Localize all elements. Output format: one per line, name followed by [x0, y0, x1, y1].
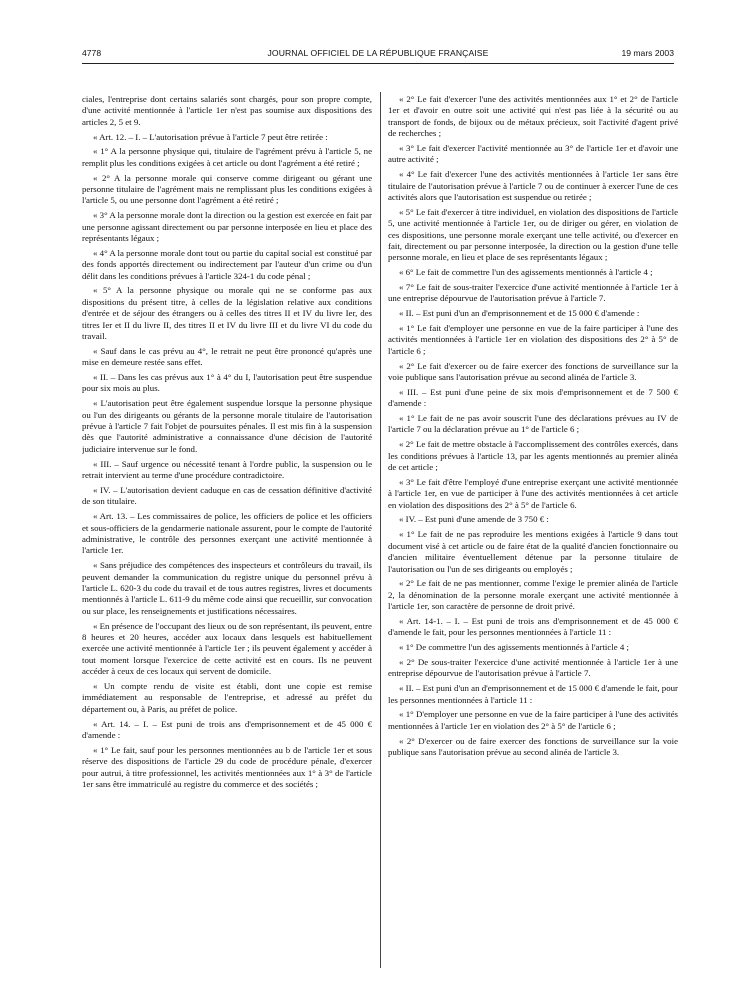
paragraph: « III. – Est puni d'une peine de six mois d'emprisonnement et de 7 500 € d'amende : — [388, 386, 678, 409]
journal-title: JOURNAL OFFICIEL DE LA RÉPUBLIQUE FRANÇAISE — [267, 48, 489, 58]
paragraph: « II. – Est puni d'un an d'emprisonnement et de 15 000 € d'amende : — [399, 308, 640, 319]
paragraph: « 4° A la personne morale dont tout ou partie du capital social est constitué par des fonds apportés directement ou indirectement par l'auteur d'un crime ou d'un délit dans les conditions prévues à l'article 324-1 du code pénal ; — [82, 247, 372, 281]
paragraph: « 3° Le fait d'être l'employé d'une entreprise exerçant une activité mentionnée à l'article 1er, en vue de participer à l'une des activités mentionnées à cet article en violation des dispositions des 2° à 5° de l'article 6. — [388, 476, 678, 510]
paragraph: « 2° De sous-traiter l'exercice d'une activité mentionnée à l'article 1er à une entreprise dépourvue de l'autorisation prévue à l'article 7. — [388, 656, 678, 679]
paragraph: « 1° A la personne physique qui, titulaire de l'agrément prévu à l'article 5, ne remplit plus les conditions exigées à cet article ou dont l'agrément a été retiré ; — [82, 146, 372, 168]
paragraph: « 4° Le fait d'exercer l'une des activités mentionnées à l'article 1er sans être titulaire de l'autorisation prévue à l'article 7 ou de continuer à exercer l'une de ces activités alors que l'autorisation est suspendue ou retirée ; — [388, 169, 678, 203]
paragraph: « 2° Le fait de ne pas mentionner, comme l'exige le premier alinéa de l'article 2, la dénomination de la personne morale exerçant une activité mentionnée à l'article 1er, son caractère de personne de droit privé. — [388, 578, 678, 612]
paragraph: « En présence de l'occupant des lieux ou de son représentant, ils peuvent, entre 8 heures et 20 heures, accéder aux locaux dans lesquels est habituellement exercée une activité mentionnée à l'article 1er ; ils peuvent également y accéder à tout moment lorsque l'exercice de cette activité est en cours. Ils ne peuvent accéder à ceux de ces locaux qui servent de domicile. — [82, 620, 372, 677]
paragraph: « 2° Le fait d'exercer ou de faire exercer des fonctions de surveillance sur la voie publique sans l'autorisation prévue au second alinéa de l'article 3. — [388, 360, 678, 383]
paragraph: « IV. – L'autorisation devient caduque en cas de cessation définitive d'activité de son titulaire. — [82, 484, 372, 507]
paragraph: « Un compte rendu de visite est établi, dont une copie est remise immédiatement au responsable de l'entreprise, et adressé au préfet du département ou, à Paris, au préfet de police. — [82, 680, 372, 714]
right-column — [388, 94, 678, 974]
paragraph: « III. – Sauf urgence ou nécessité tenant à l'ordre public, la suspension ou le retrait intervient au terme d'une procédure contradictoire. — [82, 458, 372, 481]
paragraph: « 1° Le fait, sauf pour les personnes mentionnées au b de l'article 1er et sous réserve des dispositions de l'article 29 du code de procédure pénale, d'exercer pour autrui, à titre professionnel, les activités mentionnées aux 1° à 3° de l'article 1er sans être immatriculé au registre du commerce et des sociétés ; — [82, 744, 372, 789]
header-rule — [82, 63, 674, 64]
paragraph: « 2° A la personne morale qui conserve comme dirigeant ou gérant une personne titulaire de l'agrément mais ne remplissant plus les conditions exigées à l'article 5, ou une personne dont l'agrément a été retiré ; — [82, 172, 372, 206]
paragraph: « 1° Le fait de ne pas avoir souscrit l'une des déclarations prévues au IV de l'article 7 ou la déclaration prévue au 1° de l'article 6 ; — [388, 413, 678, 435]
paragraph: ciales, l'entreprise dont certains salariés sont chargés, pour son propre compte, d'une activité mentionnée à l'article 1er n'est pas soumise aux dispositions des articles 2, 5 et 9. — [82, 94, 372, 127]
paragraph: « 1° D'employer une personne en vue de la faire participer à l'une des activités mentionnées à l'article 1er en violation des 2° à 5° de l'article 6 ; — [388, 709, 678, 731]
paragraph: « Art. 12. – I. – L'autorisation prévue à l'article 7 peut être retirée : — [93, 131, 328, 142]
paragraph: « II. – Dans les cas prévus aux 1° à 4° du I, l'autorisation peut être suspendue pour six mois au plus. — [82, 372, 372, 394]
paragraph: « 3° Le fait d'exercer l'activité mentionnée au 3° de l'article 1er et d'avoir une autre activité ; — [388, 143, 678, 165]
paragraph: « Sauf dans le cas prévu au 4°, le retrait ne peut être prononcé qu'après une mise en demeure restée sans effet. — [82, 345, 372, 368]
paragraph: « 5° Le fait d'exercer à titre individuel, en violation des dispositions de l'article 5, une activité mentionnée à l'article 1er, ou de diriger ou gérer, en violation de ces dispositions, une personne morale exerçant une telle activité, ou d'exercer en fait, directement ou par personne interposée, la direction ou la gestion d'une telle personne morale, en lieu et place de ses représentants légaux ; — [388, 206, 678, 263]
left-column — [82, 94, 372, 974]
paragraph: « 6° Le fait de commettre l'un des agissements mentionnés à l'article 4 ; — [399, 267, 653, 278]
publication-date: 19 mars 2003 — [621, 48, 674, 58]
paragraph: « 1° Le fait d'employer une personne en vue de la faire participer à l'une des activités mentionnées à l'article 1er en violation des dispositions des 2° à 5° de l'article 6 ; — [388, 323, 678, 356]
paragraph: « 2° Le fait de mettre obstacle à l'accomplissement des contrôles exercés, dans les conditions prévues à l'article 13, par les agents mentionnés au premier alinéa de cet article ; — [388, 439, 678, 473]
paragraph: « Art. 14. – I. – Est puni de trois ans d'emprisonnement et de 45 000 € d'amende : — [82, 718, 372, 740]
paragraph: « L'autorisation peut être également suspendue lorsque la personne physique ou l'un des dirigeants ou gérants de la personne morale titulaire de l'autorisation prévue à l'article 7 fait l'objet de poursuites pénales. Il est mis fin à la suspension dès que l'autorité administrative a connaissance d'une décision de l'autorité judiciaire intervenue sur le fond. — [82, 398, 372, 454]
paragraph: « II. – Est puni d'un an d'emprisonnement et de 15 000 € d'amende le fait, pour les personnes mentionnées à l'article 11 : — [388, 683, 678, 705]
paragraph: « 2° Le fait d'exercer l'une des activités mentionnées aux 1° et 2° de l'article 1er et d'avoir en outre soit une activité qui n'est pas liée à la sécurité ou au transport de fonds, de bijoux ou de métaux précieux, soit l'activité d'agent privé de recherches ; — [388, 94, 678, 139]
paragraph: « IV. – Est puni d'une amende de 3 750 € : — [399, 514, 549, 525]
paragraph: « 7° Le fait de sous-traiter l'exercice d'une activité mentionnée à l'article 1er à une entreprise dépourvue de l'autorisation prévue à l'article 7. — [388, 282, 678, 304]
page-number: 4778 — [82, 48, 102, 58]
paragraph: « 1° Le fait de ne pas reproduire les mentions exigées à l'article 9 dans tout document visé à cet article ou de faire état de la qualité d'ancien fonctionnaire ou d'ancien militaire éventuellement détenue par la personne titulaire de l'autorisation ou l'un de ses dirigeants ou employés ; — [388, 529, 678, 574]
paragraph: « 3° A la personne morale dont la direction ou la gestion est exercée en fait par une personne agissant directement ou par personne interposée en lieu et place des représentants légaux ; — [82, 210, 372, 244]
paragraph: « 2° D'exercer ou de faire exercer des fonctions de surveillance sur la voie publique sans l'autorisation prévue au second alinéa de l'article 3. — [388, 735, 678, 757]
paragraph: « Art. 13. – Les commissaires de police, les officiers de police et les officiers et sous-officiers de la gendarmerie nationale assurent, pour le compte de l'autorité administrative, le contrôle des personnes exerçant une activité mentionnée à l'article 1er. — [82, 511, 372, 556]
paragraph: « 5° A la personne physique ou morale qui ne se conforme pas aux dispositions du présent titre, à celles de la législation relative aux conditions d'entrée et de séjour des étrangers ou à celles des titres II et IV du livre Ier, des titres Ier et II du livre II, des titres II et IV du livre III et du livre VI du code du travail. — [82, 285, 372, 342]
paragraph: « Sans préjudice des compétences des inspecteurs et contrôleurs du travail, ils peuvent demander la communication du registre unique du personnel prévu à l'article L. 620-3 du code du travail et de tous autres registres, livres et documents mentionnés à l'article L. 611-9 du même code ainsi que recueillir, sur convocation ou sur place, les renseignements et justifications nécessaires. — [82, 560, 372, 616]
paragraph: « Art. 14-1. – I. – Est puni de trois ans d'emprisonnement et de 45 000 € d'amende le fait, pour les personnes mentionnées à l'article 11 : — [388, 615, 678, 638]
paragraph: « 1° De commettre l'un des agissements mentionnés à l'article 4 ; — [399, 642, 629, 653]
column-separator — [380, 92, 381, 968]
page-header — [82, 48, 674, 62]
